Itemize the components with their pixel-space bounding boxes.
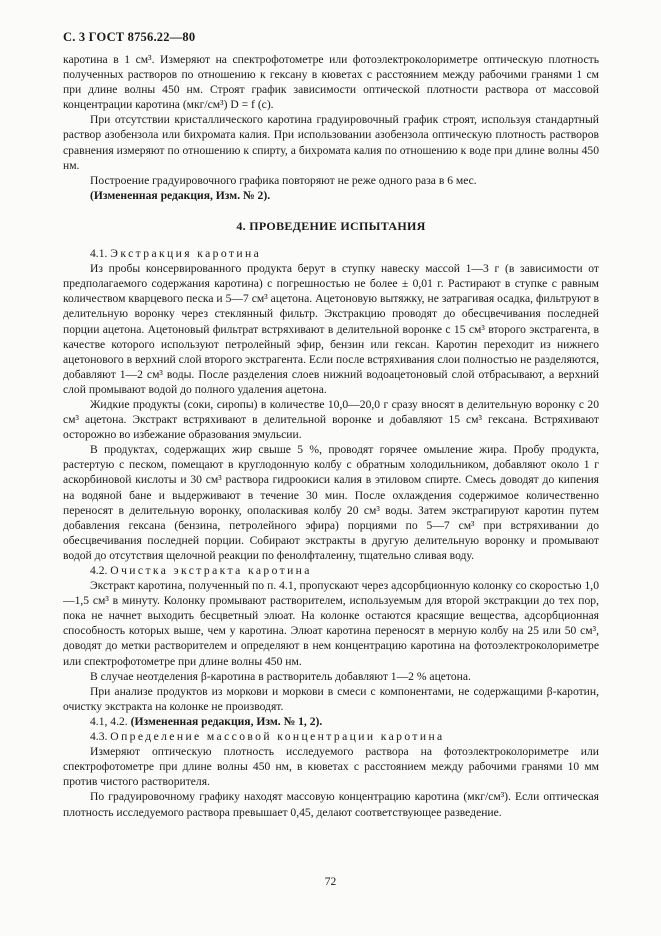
- subsection-title-4-2: [63, 563, 599, 578]
- subsection-number: 4.1.: [90, 247, 108, 261]
- paragraph: В случае неотделения β-каротина в растворитель добавляют 1—2 % ацетона.: [90, 669, 471, 683]
- paragraph: каротина в 1 см³. Измеряют на спектрофотометре или фотоэлектроколориметре оптическую плотность полученных растворов по отношению к гексану в кюветах с расстоянием между рабочими гранями 1 см при длине волны 450 нм. Строят график зависимости оптической плотности раствора от массовой концентрации каротина (мкг/см³) D = f (c).: [63, 53, 599, 112]
- subsection-label: Очистка экстракта каротина: [110, 564, 312, 577]
- page-header: С. 3 ГОСТ 8756.22—80: [63, 30, 196, 44]
- paragraph: Из пробы консервированного продукта берут в ступку навеску массой 1—3 г (в зависимости от предполагаемого содержания каротина) с погрешностью не более ± 0,01 г. Растирают в ступке с равным количеством кварцевого песка и 5—7 см³ ацетона. Ацетоновую вытяжку, не затрагивая осадка, фильтруют в делительную воронку через стеклянный фильтр. Экстракцию проводят до обесцвечивания последней порции ацетона. Ацетоновый фильтрат встряхивают в делительной воронке с 15 см³ второго экстрагента, в качестве которого используют петролейный эфир, бензин или гексан. Каротин переходит из нижнего ацетонового в верхний слой второго экстрагента. Если после встряхивания слои полностью не разделяются, добавляют 1—2 см³ воды. После разделения слоев нижний водоацетоновый слой отбрасывают, а верхний слой промывают водой до полного удаления ацетона.: [63, 262, 599, 396]
- page-number: 72: [324, 876, 337, 888]
- subsection-title-4-1: [63, 246, 599, 261]
- amendment-number: 4.1, 4.2.: [90, 714, 128, 728]
- subsection-number: 4.2.: [90, 564, 108, 577]
- paragraph: Экстракт каротина, полученный по п. 4.1, пропускают через адсорбционную колонку со скоростью 1,0—1,5 см³ в минуту. Колонку промывают растворителем, используемым для второй экстракции до тех пор, пока не начнет выходить бесцветный элюат. На колонке остаются красящие вещества, адсорбционная способность которых выше, чем у каротина. Элюат каротина переносят в мерную колбу на 25 или 50 см³, доводят до метки растворителем и определяют в нем концентрацию каротина на фотоэлектроколориметре или спектрофотометре при длине волны 450 нм.: [63, 579, 599, 668]
- subsection-number: 4.3.: [90, 730, 108, 744]
- subsection-label: Определение массовой концентрации каротина: [110, 730, 445, 744]
- document-body: [63, 52, 599, 820]
- paragraph: При отсутствии кристаллического каротина градуировочный график строят, используя стандартный раствор азобензола или бихромата калия. При использовании азобензола оптическую плотность растворов сравнения измеряют по отношению к спирту, а бихромата калия по отношению к воде при длине волны 450 нм.: [63, 113, 599, 172]
- paragraph: При анализе продуктов из моркови и моркови в смеси с компонентами, не содержащими β-каротин, очистку экстракта на колонке не производят.: [63, 684, 599, 713]
- section-heading: 4. ПРОВЕДЕНИЕ ИСПЫТАНИЯ: [236, 218, 426, 233]
- amendment-note: (Измененная редакция, Изм. № 2).: [90, 188, 271, 202]
- paragraph: В продуктах, содержащих жир свыше 5 %, проводят горячее омыление жира. Пробу продукта, растертую с песком, помещают в круглодонную колбу с обратным холодильником, добавляют около 1 г аскорбиновой кислоты и 30 см³ раствора гидроокиси калия в этиловом спирте. Смесь доводят до кипения на водяной бане и выдерживают в течение 30 мин. После охлаждения содержимое количественно переносят в делительную воронку, ополаскивая колбу 20 см³ воды. Затем экстрагируют каротин путем добавления гексана (бензина, петролейного эфира) порциями по 5—7 см³ при встряхивании до обесцвечивания последней порции. Собирают экстракты в другую делительную воронку и промывают водой до отсутствия щелочной реакции по фенолфталеину, тщательно сливая воду.: [63, 443, 599, 562]
- subsection-title-4-3: [63, 729, 599, 744]
- paragraph: Жидкие продукты (соки, сиропы) в количестве 10,0—20,0 г сразу вносят в делительную воронку с 20 см³ ацетона. Экстракт встряхивают в делительной воронке и добавляют 15 см³ гексана. Встряхивают осторожно во избежание образования эмульсии.: [63, 397, 599, 442]
- paragraph: Измеряют оптическую плотность исследуемого раствора на фотоэлектроколориметре или спектрофотометре при длине волны 450 нм, в кюветах с расстоянием между рабочими гранями 10 мм против чистого растворителя.: [63, 745, 599, 789]
- subsection-label: Экстракция каротина: [110, 247, 262, 261]
- paragraph: Построение градуировочного графика повторяют не реже одного раза в 6 мес.: [90, 173, 477, 187]
- amendment-text: (Измененная редакция, Изм. № 1, 2).: [130, 714, 323, 728]
- amendment-note: [63, 714, 599, 729]
- paragraph: По градуировочному графику находят массовую концентрацию каротина (мкг/см³). Если оптическая плотность исследуемого раствора превышает 0,45, делают соответствующее разведение.: [63, 790, 599, 819]
